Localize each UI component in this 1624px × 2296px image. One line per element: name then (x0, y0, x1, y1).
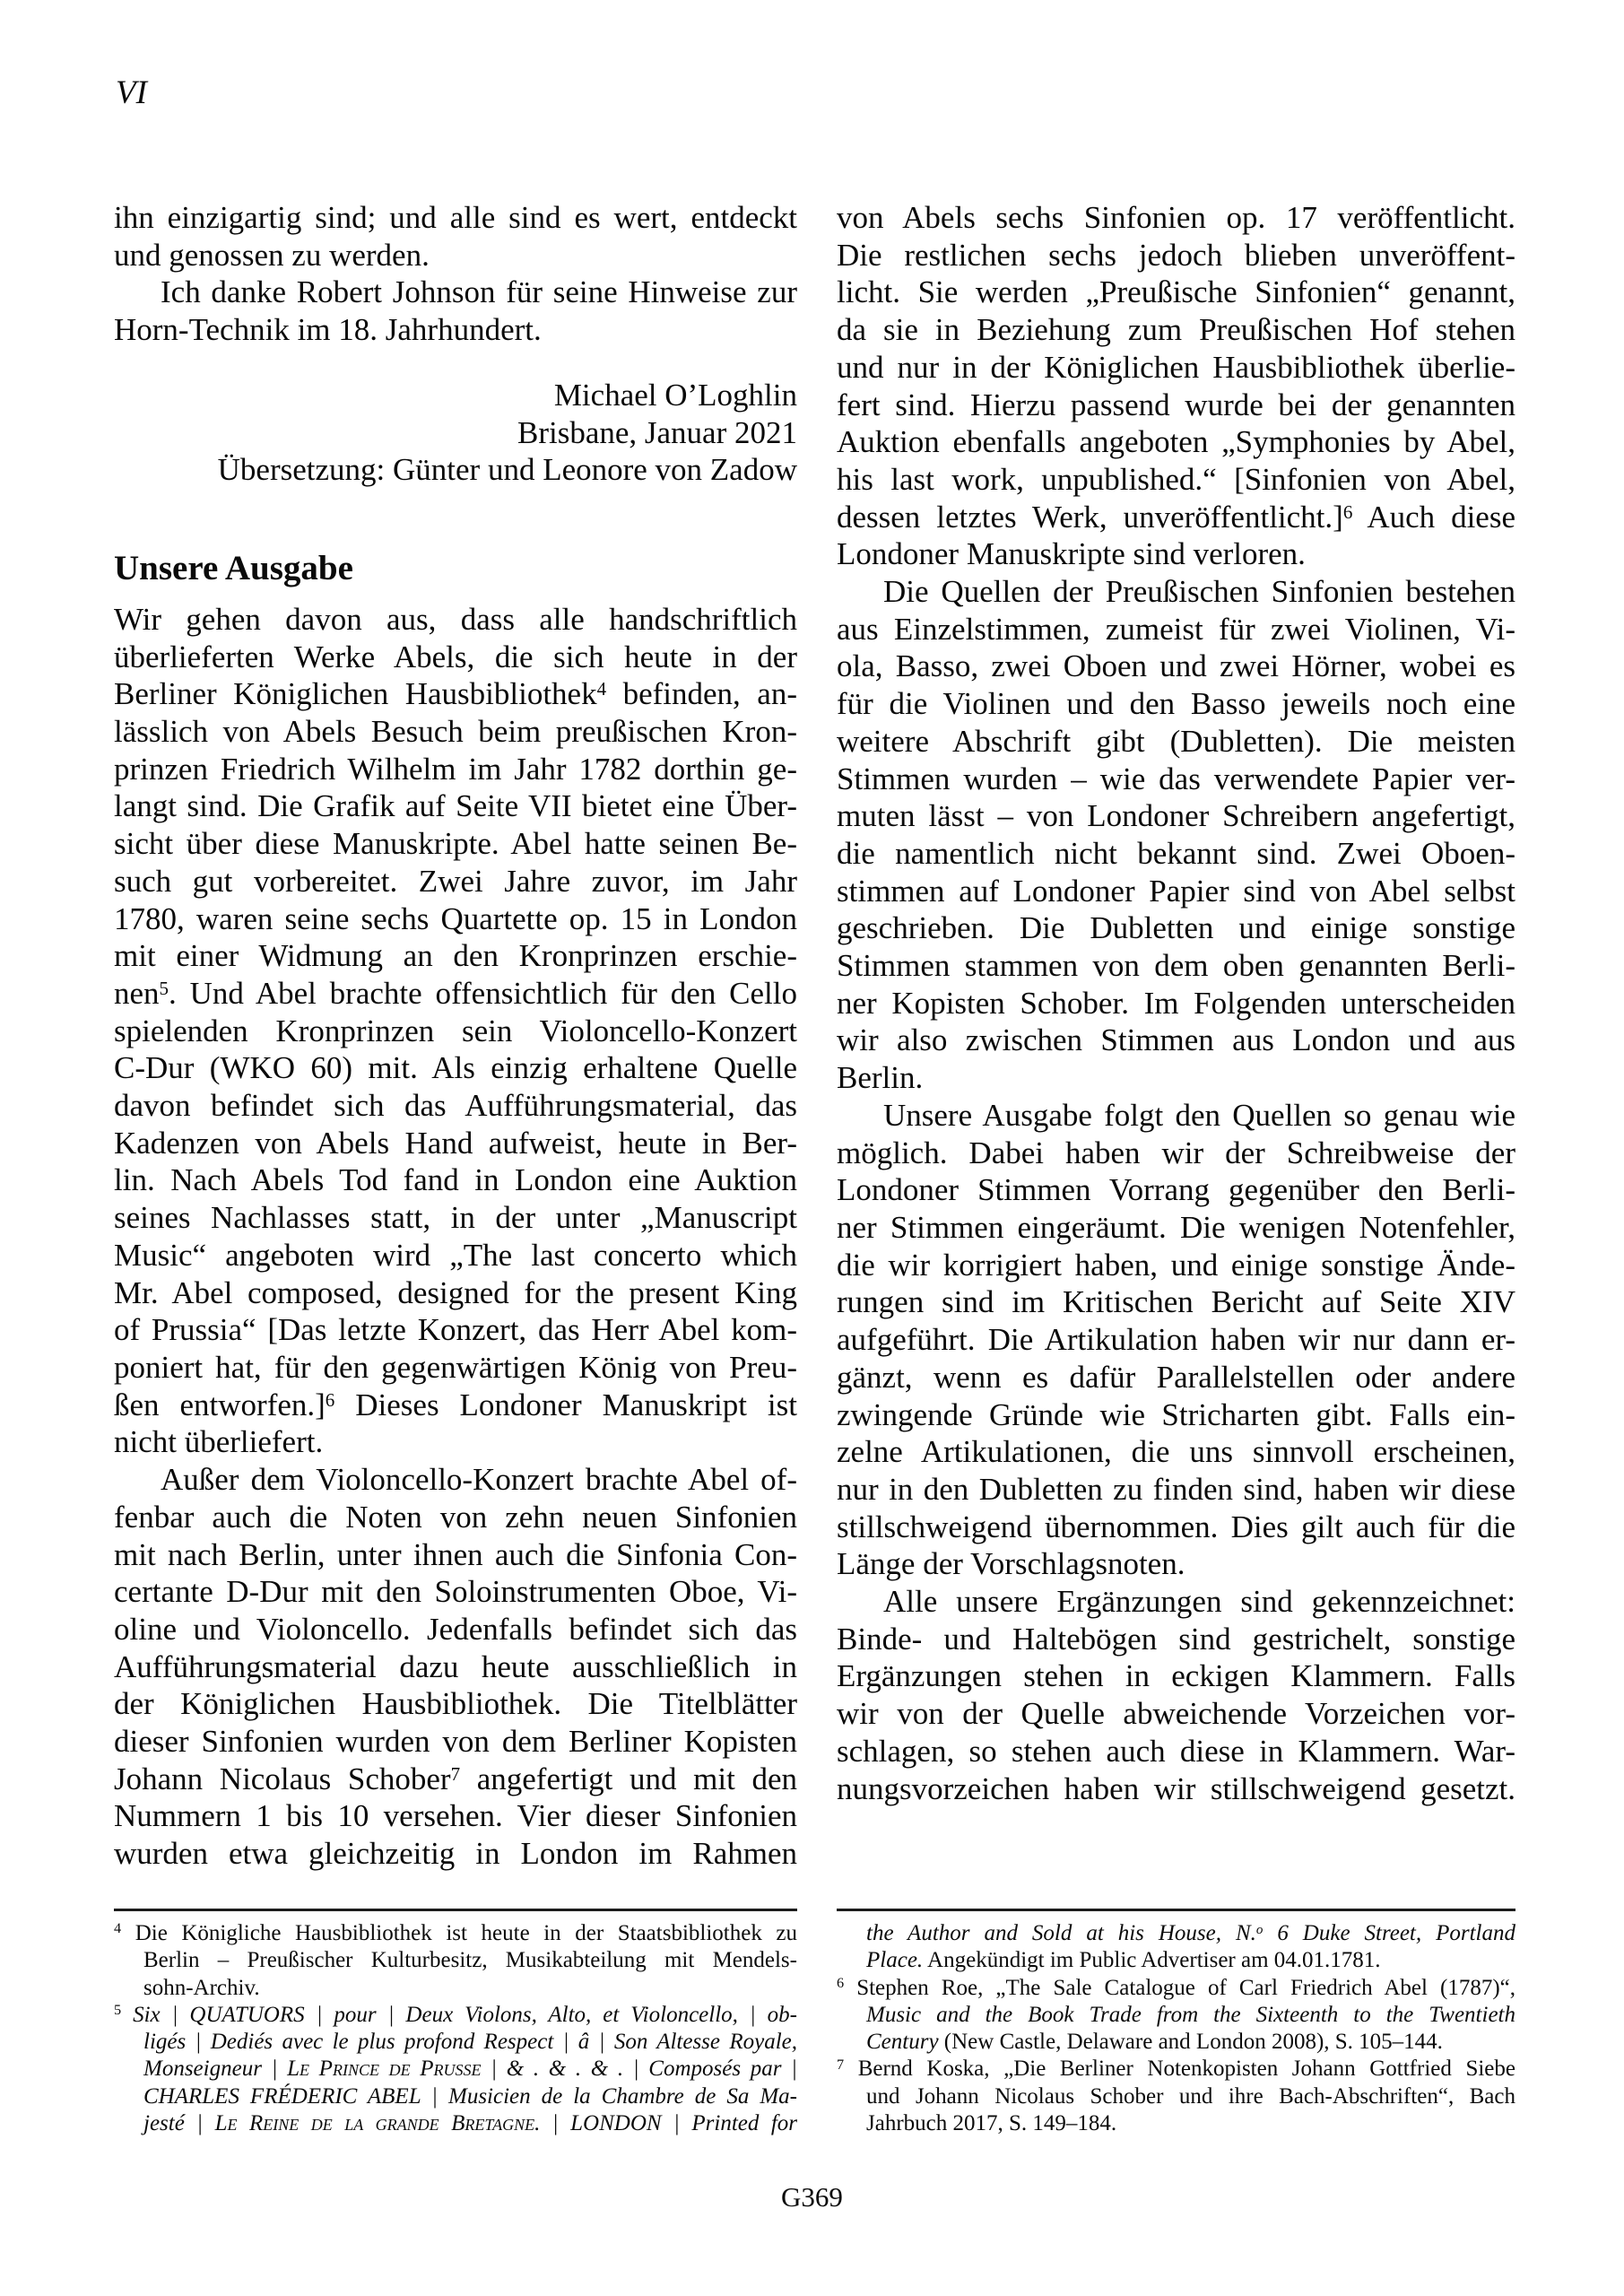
text-line: zwingende Gründe wie Stricharten gibt. Falls ein- (837, 1396, 1515, 1432)
text-line: der Königlichen Hausbibliothek. Die Titelblätter (114, 1686, 797, 1722)
text-line: möglich. Dabei haben wir der Schreibweise der (837, 1135, 1515, 1170)
text-line: Music“ angeboten wird „The last concerto which (114, 1237, 797, 1273)
text-line: $^6$ Stephen Roe, „The Sale Catalogue of Carl Friedrich Abel (1787)“, (837, 1974, 1515, 2000)
signature-line: Brisbane, Januar 2021 (517, 414, 797, 450)
paragraph (114, 601, 797, 1461)
text-line: Century (New Castle, Delaware and London 2008), S. 105–144. (866, 2030, 1443, 2055)
text-line: Unsere Ausgabe folgt den Quellen so genau wie (883, 1097, 1515, 1133)
right-column (837, 199, 1515, 1807)
text-line: ner Stimmen eingeräumt. Die wenigen Notenfehler, (837, 1209, 1515, 1245)
text-line: ligés | Dediés avec le plus profond Respect | â | Son Altesse Royale, (143, 2030, 797, 2055)
text-line: $^7$ Bernd Koska, „Die Berliner Notenkopisten Johann Gottfried Siebe (837, 2056, 1515, 2082)
text-line: dessen letztes Werk, unveröffentlicht.]$^6$ Auch diese (837, 499, 1515, 535)
section-heading: Unsere Ausgabe (114, 548, 353, 587)
paragraph (837, 1583, 1515, 1807)
text-line: aus Einzelstimmen, zumeist für zwei Violinen, Vi- (837, 611, 1515, 647)
text-line: nen$^5$. Und Abel brachte offensichtlich für den Cello (114, 975, 797, 1011)
text-line: stillschweigend übernommen. Dies gilt auch für die (837, 1509, 1515, 1544)
text-line: ner Kopisten Schober. Im Folgenden unterscheiden (837, 985, 1515, 1021)
text-line: certante D-Dur mit den Soloinstrumenten Oboe, Vi- (114, 1574, 797, 1610)
paragraph (837, 199, 1515, 573)
footnote-marker: 5 (114, 2002, 122, 2019)
footnote-marker: 7 (837, 2056, 845, 2073)
paragraph (114, 274, 797, 348)
text-line: his last work, unpublished.“ [Sinfonien von Abel, (837, 461, 1515, 497)
paragraph (114, 199, 797, 274)
signature-block (114, 377, 797, 489)
text-line: und nur in der Königlichen Hausbibliothek überlie- (837, 349, 1515, 385)
text-line: Mr. Abel composed, designed for the present King (114, 1274, 797, 1310)
text-line: Johann Nicolaus Schober$^7$ angefertigt und mit den (114, 1761, 797, 1796)
text-line: mit einer Widmung an den Kronprinzen erschie- (114, 938, 797, 974)
text-line: nur in den Dubletten zu finden sind, haben wir diese (837, 1471, 1515, 1507)
paragraph (837, 1097, 1515, 1583)
text-line: stimmen auf Londoner Papier sind von Abel selbst (837, 873, 1515, 909)
text-line: nungsvorzeichen haben wir stillschweigend gesetzt. (837, 1770, 1515, 1806)
text-line: gänzt, wenn es dafür Parallelstellen oder andere (837, 1359, 1515, 1395)
text-line: sohn-Archiv. (143, 1975, 260, 2000)
text-line: C-Dur (WKO 60) mit. Als einzig erhaltene Quelle (114, 1050, 797, 1086)
text-line: $^4$ Die Königliche Hausbibliothek ist heute in der Staatsbibliothek zu (114, 1920, 797, 1945)
page-number: VI (116, 74, 147, 111)
text-line: muten lässt – von Londoner Schreibern angefertigt, (837, 798, 1515, 834)
footnote-marker: 6 (837, 1974, 845, 1991)
text-line: die wir korrigiert haben, und einige sonstige Ände- (837, 1247, 1515, 1283)
text-line: nicht überliefert. (114, 1424, 324, 1460)
text-line: aufgeführt. Die Artikulation haben wir nur dann er- (837, 1322, 1515, 1358)
text-line: Alle unsere Ergänzungen sind gekennzeichnet: (883, 1584, 1515, 1620)
paragraph (114, 1461, 797, 1873)
text-line: Music and the Book Trade from the Sixteenth to the Twentieth (866, 2002, 1515, 2027)
right-column-body (837, 199, 1515, 1807)
text-line: lässlich von Abels Besuch beim preußischen Kron- (114, 714, 797, 750)
text-line: Die restlichen sechs jedoch blieben unveröffent- (837, 237, 1515, 273)
text-line: weitere Abschrift gibt (Dubletten). Die meisten (837, 723, 1515, 759)
footnote (837, 1975, 1515, 2057)
text-line: Länge der Vorschlagsnoten. (837, 1546, 1185, 1582)
text-line: für die Violinen und den Basso jeweils noch eine (837, 686, 1515, 722)
text-line: ola, Basso, zwei Oboen und zwei Hörner, wobei es (837, 648, 1515, 684)
text-line: rungen sind im Kritischen Bericht auf Seite XIV (837, 1284, 1515, 1320)
signature-line: Michael O’Loghlin (553, 377, 797, 413)
footnote-marker: 4 (114, 1920, 122, 1937)
text-line: Aufführungsmaterial dazu heute ausschließlich in (114, 1648, 797, 1684)
footnote (114, 2002, 797, 2137)
intro-paragraphs (114, 199, 797, 349)
text-line: Auktion ebenfalls angeboten „Symphonies by Abel, (837, 424, 1515, 460)
footnote (837, 2056, 1515, 2137)
text-line: Ich danke Robert Johnson für seine Hinweise zur (161, 274, 797, 310)
text-line: Berliner Königlichen Hausbibliothek$^4$ befinden, an- (114, 676, 797, 712)
text-line: $^5$ Six | QUATUORS | pour | Deux Violons, Alto, et Violoncello, | ob- (114, 2002, 797, 2027)
text-line: von Abels sechs Sinfonien op. 17 veröffentlicht. (837, 200, 1515, 235)
text-line: Kadenzen von Abels Hand aufweist, heute in Ber- (114, 1125, 797, 1161)
text-line: Außer dem Violoncello-Konzert brachte Abel of- (161, 1462, 797, 1498)
text-line: fert sind. Hierzu passend wurde bei der genannten (837, 387, 1515, 422)
text-line: die namentlich nicht bekannt sind. Zwei Oboen- (837, 835, 1515, 871)
text-line: seines Nachlasses statt, in der unter „Manuscript (114, 1200, 797, 1236)
text-line: mit nach Berlin, unter ihnen auch die Sinfonia Con- (114, 1536, 797, 1572)
text-line: da sie in Beziehung zum Preußischen Hof stehen (837, 312, 1515, 348)
text-line: prinzen Friedrich Wilhelm im Jahr 1782 dorthin ge- (114, 751, 797, 787)
text-line: Stimmen stammen von dem oben genannten Berli- (837, 948, 1515, 984)
text-line: Berlin. (837, 1060, 924, 1096)
text-line: Jahrbuch 2017, S. 149–184. (866, 2111, 1117, 2136)
text-line: CHARLES FRÉDERIC ABEL | Musicien de la Chambre de Sa Ma- (143, 2083, 797, 2109)
text-line: wir also zwischen Stimmen aus London und aus (837, 1022, 1515, 1058)
footnotes-left (114, 1909, 797, 2137)
text-line: geschrieben. Die Dubletten und einige sonstige (837, 910, 1515, 946)
text-line: Londoner Stimmen Vorrang gegenüber den Berli- (837, 1172, 1515, 1208)
left-column-body (114, 601, 797, 1873)
text-line: the Author and Sold at his House, N.$^o$ 6 Duke Street, Portland (866, 1921, 1515, 1945)
text-line: wir von der Quelle abweichende Vorzeichen vor- (837, 1696, 1515, 1732)
text-line: Horn-Technik im 18. Jahrhundert. (114, 312, 542, 348)
text-line: Londoner Manuskripte sind verloren. (837, 536, 1306, 572)
text-line: und Johann Nicolaus Schober und ihre Bach-Abschriften“, Bach (866, 2083, 1515, 2109)
text-line: of Prussia“ [Das letzte Konzert, das Herr Abel kom- (114, 1312, 797, 1348)
text-line: such gut vorbereitet. Zwei Jahre zuvor, im Jahr (114, 863, 797, 899)
text-line: fenbar auch die Noten von zehn neuen Sinfonien (114, 1499, 797, 1535)
text-line: Binde- und Haltebögen sind gestrichelt, sonstige (837, 1621, 1515, 1657)
footnote (114, 1920, 797, 2002)
text-line: Stimmen wurden – wie das verwendete Papier ver- (837, 761, 1515, 796)
text-line: zelne Artikulationen, die uns sinnvoll erscheinen, (837, 1434, 1515, 1470)
left-column (114, 199, 797, 1873)
text-line: davon befindet sich das Aufführungsmaterial, das (114, 1088, 797, 1124)
text-line: Monseigneur | Le Prince de Prusse | & . & . & . | Composés par | (143, 2057, 798, 2082)
text-line: schlagen, so stehen auch diese in Klammern. War- (837, 1733, 1515, 1769)
text-line: lin. Nach Abels Tod fand in London eine Auktion (114, 1162, 797, 1198)
text-line: Berlin – Preußischer Kulturbesitz, Musikabteilung mit Mendels- (143, 1948, 797, 1973)
footnotes-right (837, 1909, 1515, 2137)
text-line: 1780, waren seine sechs Quartette op. 15 in London (114, 900, 797, 936)
text-line: poniert hat, für den gegenwärtigen König von Preu- (114, 1349, 797, 1385)
footnote (837, 1920, 1515, 1975)
text-line: jesté | Le Reine de la grande Bretagne. | LONDON | Printed for (143, 2111, 798, 2136)
text-line: dieser Sinfonien wurden von dem Berliner Kopisten (114, 1724, 797, 1760)
text-line: Die Quellen der Preußischen Sinfonien bestehen (883, 574, 1515, 610)
text-line: oline und Violoncello. Jedenfalls befindet sich das (114, 1611, 797, 1647)
text-line: spielenden Kronprinzen sein Violoncello-Konzert (114, 1013, 797, 1048)
text-line: licht. Sie werden „Preußische Sinfonien“ genannt, (837, 274, 1515, 310)
text-line: Wir gehen davon aus, dass alle handschriftlich (114, 601, 797, 637)
text-line: Place. Angekündigt im Public Advertiser am 04.01.1781. (866, 1948, 1381, 1973)
signature-line: Übersetzung: Günter und Leonore von Zadow (217, 452, 797, 488)
text-line: wurden etwa gleichzeitig in London im Rahmen (114, 1836, 797, 1872)
text-line: ihn einzigartig sind; und alle sind es wert, entdeckt (114, 200, 797, 235)
text-line: sicht über diese Manuskripte. Abel hatte seinen Be- (114, 826, 797, 862)
text-line: ßen entworfen.]$^6$ Dieses Londoner Manuskript ist (114, 1387, 797, 1422)
paragraph (837, 573, 1515, 1097)
plate-number: G369 (781, 2181, 843, 2213)
text-line: überlieferten Werke Abels, die sich heute in der (114, 639, 797, 674)
text-line: Nummern 1 bis 10 versehen. Vier dieser Sinfonien (114, 1798, 797, 1834)
text-line: langt sind. Die Grafik auf Seite VII bietet eine Über- (114, 788, 797, 824)
text-line: und genossen zu werden. (114, 237, 430, 273)
text-line: Ergänzungen stehen in eckigen Klammern. Falls (837, 1658, 1515, 1694)
